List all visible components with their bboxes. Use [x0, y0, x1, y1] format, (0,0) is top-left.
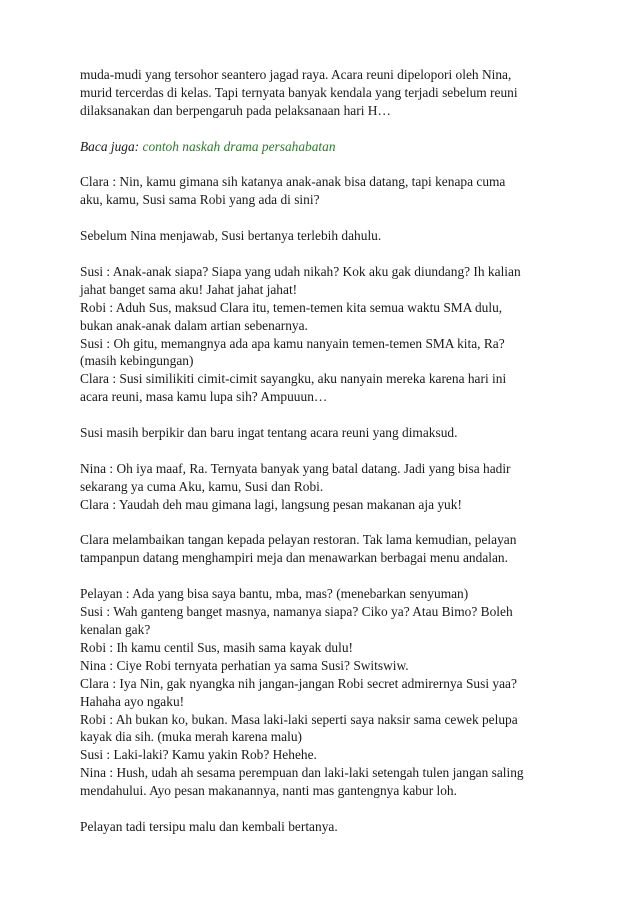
- paragraph: [80, 531, 580, 567]
- paragraph: [80, 173, 580, 209]
- paragraph: [80, 227, 580, 245]
- text-line: Susi : Laki-laki? Kamu yakin Rob? Hehehe.: [80, 747, 317, 763]
- text-line: Susi : Wah ganteng banget masnya, namanya siapa? Ciko ya? Atau Bimo? Boleh: [80, 604, 513, 620]
- text-line: Pelayan : Ada yang bisa saya bantu, mba, mas? (menebarkan senyuman): [80, 586, 469, 602]
- text-line: Hahaha ayo ngaku!: [80, 693, 185, 709]
- paragraph: [80, 818, 580, 836]
- text-line: Clara : Iya Nin, gak nyangka nih jangan-jangan Robi secret admirernya Susi yaa?: [80, 675, 517, 691]
- text-line: Clara melambaikan tangan kepada pelayan restoran. Tak lama kemudian, pelayan: [80, 532, 517, 548]
- text-line: mendahului. Ayo pesan makanannya, nanti mas gantengnya kabur loh.: [80, 783, 457, 799]
- text-line: Nina : Hush, udah ah sesama perempuan dan laki-laki setengah tulen jangan saling: [80, 765, 524, 781]
- text-line: bukan anak-anak dalam artian sebenarnya.: [80, 317, 308, 333]
- text-line: Robi : Aduh Sus, maksud Clara itu, temen-temen kita semua waktu SMA dulu,: [80, 299, 503, 315]
- text-line: tampanpun datang menghampiri meja dan menawarkan berbagai menu andalan.: [80, 550, 508, 566]
- paragraph: [80, 138, 580, 156]
- text-line: Nina : Oh iya maaf, Ra. Ternyata banyak yang batal datang. Jadi yang bisa hadir: [80, 460, 511, 476]
- text-line: Pelayan tadi tersipu malu dan kembali bertanya.: [80, 818, 338, 834]
- text-line: Clara : Susi similikiti cimit-cimit sayangku, aku nanyain mereka karena hari ini: [80, 371, 507, 387]
- text-line: aku, kamu, Susi sama Robi yang ada di sini?: [80, 192, 320, 208]
- text-line: muda-mudi yang tersohor seantero jagad raya. Acara reuni dipelopori oleh Nina,: [80, 67, 512, 82]
- text-line: Susi : Oh gitu, memangnya ada apa kamu nanyain temen-temen SMA kita, Ra?: [80, 335, 505, 351]
- text-line: kayak dia sih. (muka merah karena malu): [80, 729, 302, 745]
- text-line: Clara : Yaudah deh mau gimana lagi, langsung pesan makanan aja yuk!: [80, 496, 462, 512]
- text-line: Robi : Ih kamu centil Sus, masih sama kayak dulu!: [80, 639, 353, 655]
- paragraph: [80, 424, 580, 442]
- paragraph: [80, 585, 580, 800]
- paragraph: [80, 66, 580, 120]
- text-line: Clara : Nin, kamu gimana sih katanya anak-anak bisa datang, tapi kenapa cuma: [80, 174, 506, 190]
- read-also-line: [80, 138, 580, 156]
- text-line: sekarang ya cuma Aku, kamu, Susi dan Robi.: [80, 478, 324, 494]
- text-line: Susi : Anak-anak siapa? Siapa yang udah nikah? Kok aku gak diundang? Ih kalian: [80, 263, 521, 279]
- text-line: acara reuni, masa kamu lupa sih? Ampuuun…: [80, 389, 328, 405]
- text-line: Susi masih berpikir dan baru ingat tentang acara reuni yang dimaksud.: [80, 425, 458, 441]
- text-line: jahat banget sama aku! Jahat jahat jahat!: [80, 281, 298, 297]
- paragraph: [80, 263, 580, 406]
- text-line: Sebelum Nina menjawab, Susi bertanya terlebih dahulu.: [80, 228, 382, 244]
- read-also-label: Baca juga:: [80, 138, 140, 154]
- text-line: dilaksanakan dan berpengaruh pada pelaksanaan hari H…: [80, 102, 391, 118]
- text-line: Nina : Ciye Robi ternyata perhatian ya sama Susi? Switswiw.: [80, 657, 409, 673]
- text-line: murid tercerdas di kelas. Tapi ternyata banyak kendala yang terjadi sebelum reuni: [80, 84, 518, 100]
- text-line: (masih kebingungan): [80, 353, 194, 369]
- paragraph: [80, 460, 580, 514]
- document-body: [80, 66, 580, 854]
- text-line: Robi : Ah bukan ko, bukan. Masa laki-laki seperti saya naksir sama cewek pelupa: [80, 711, 518, 727]
- text-line: kenalan gak?: [80, 621, 151, 637]
- read-also-link[interactable]: contoh naskah drama persahabatan: [142, 138, 336, 154]
